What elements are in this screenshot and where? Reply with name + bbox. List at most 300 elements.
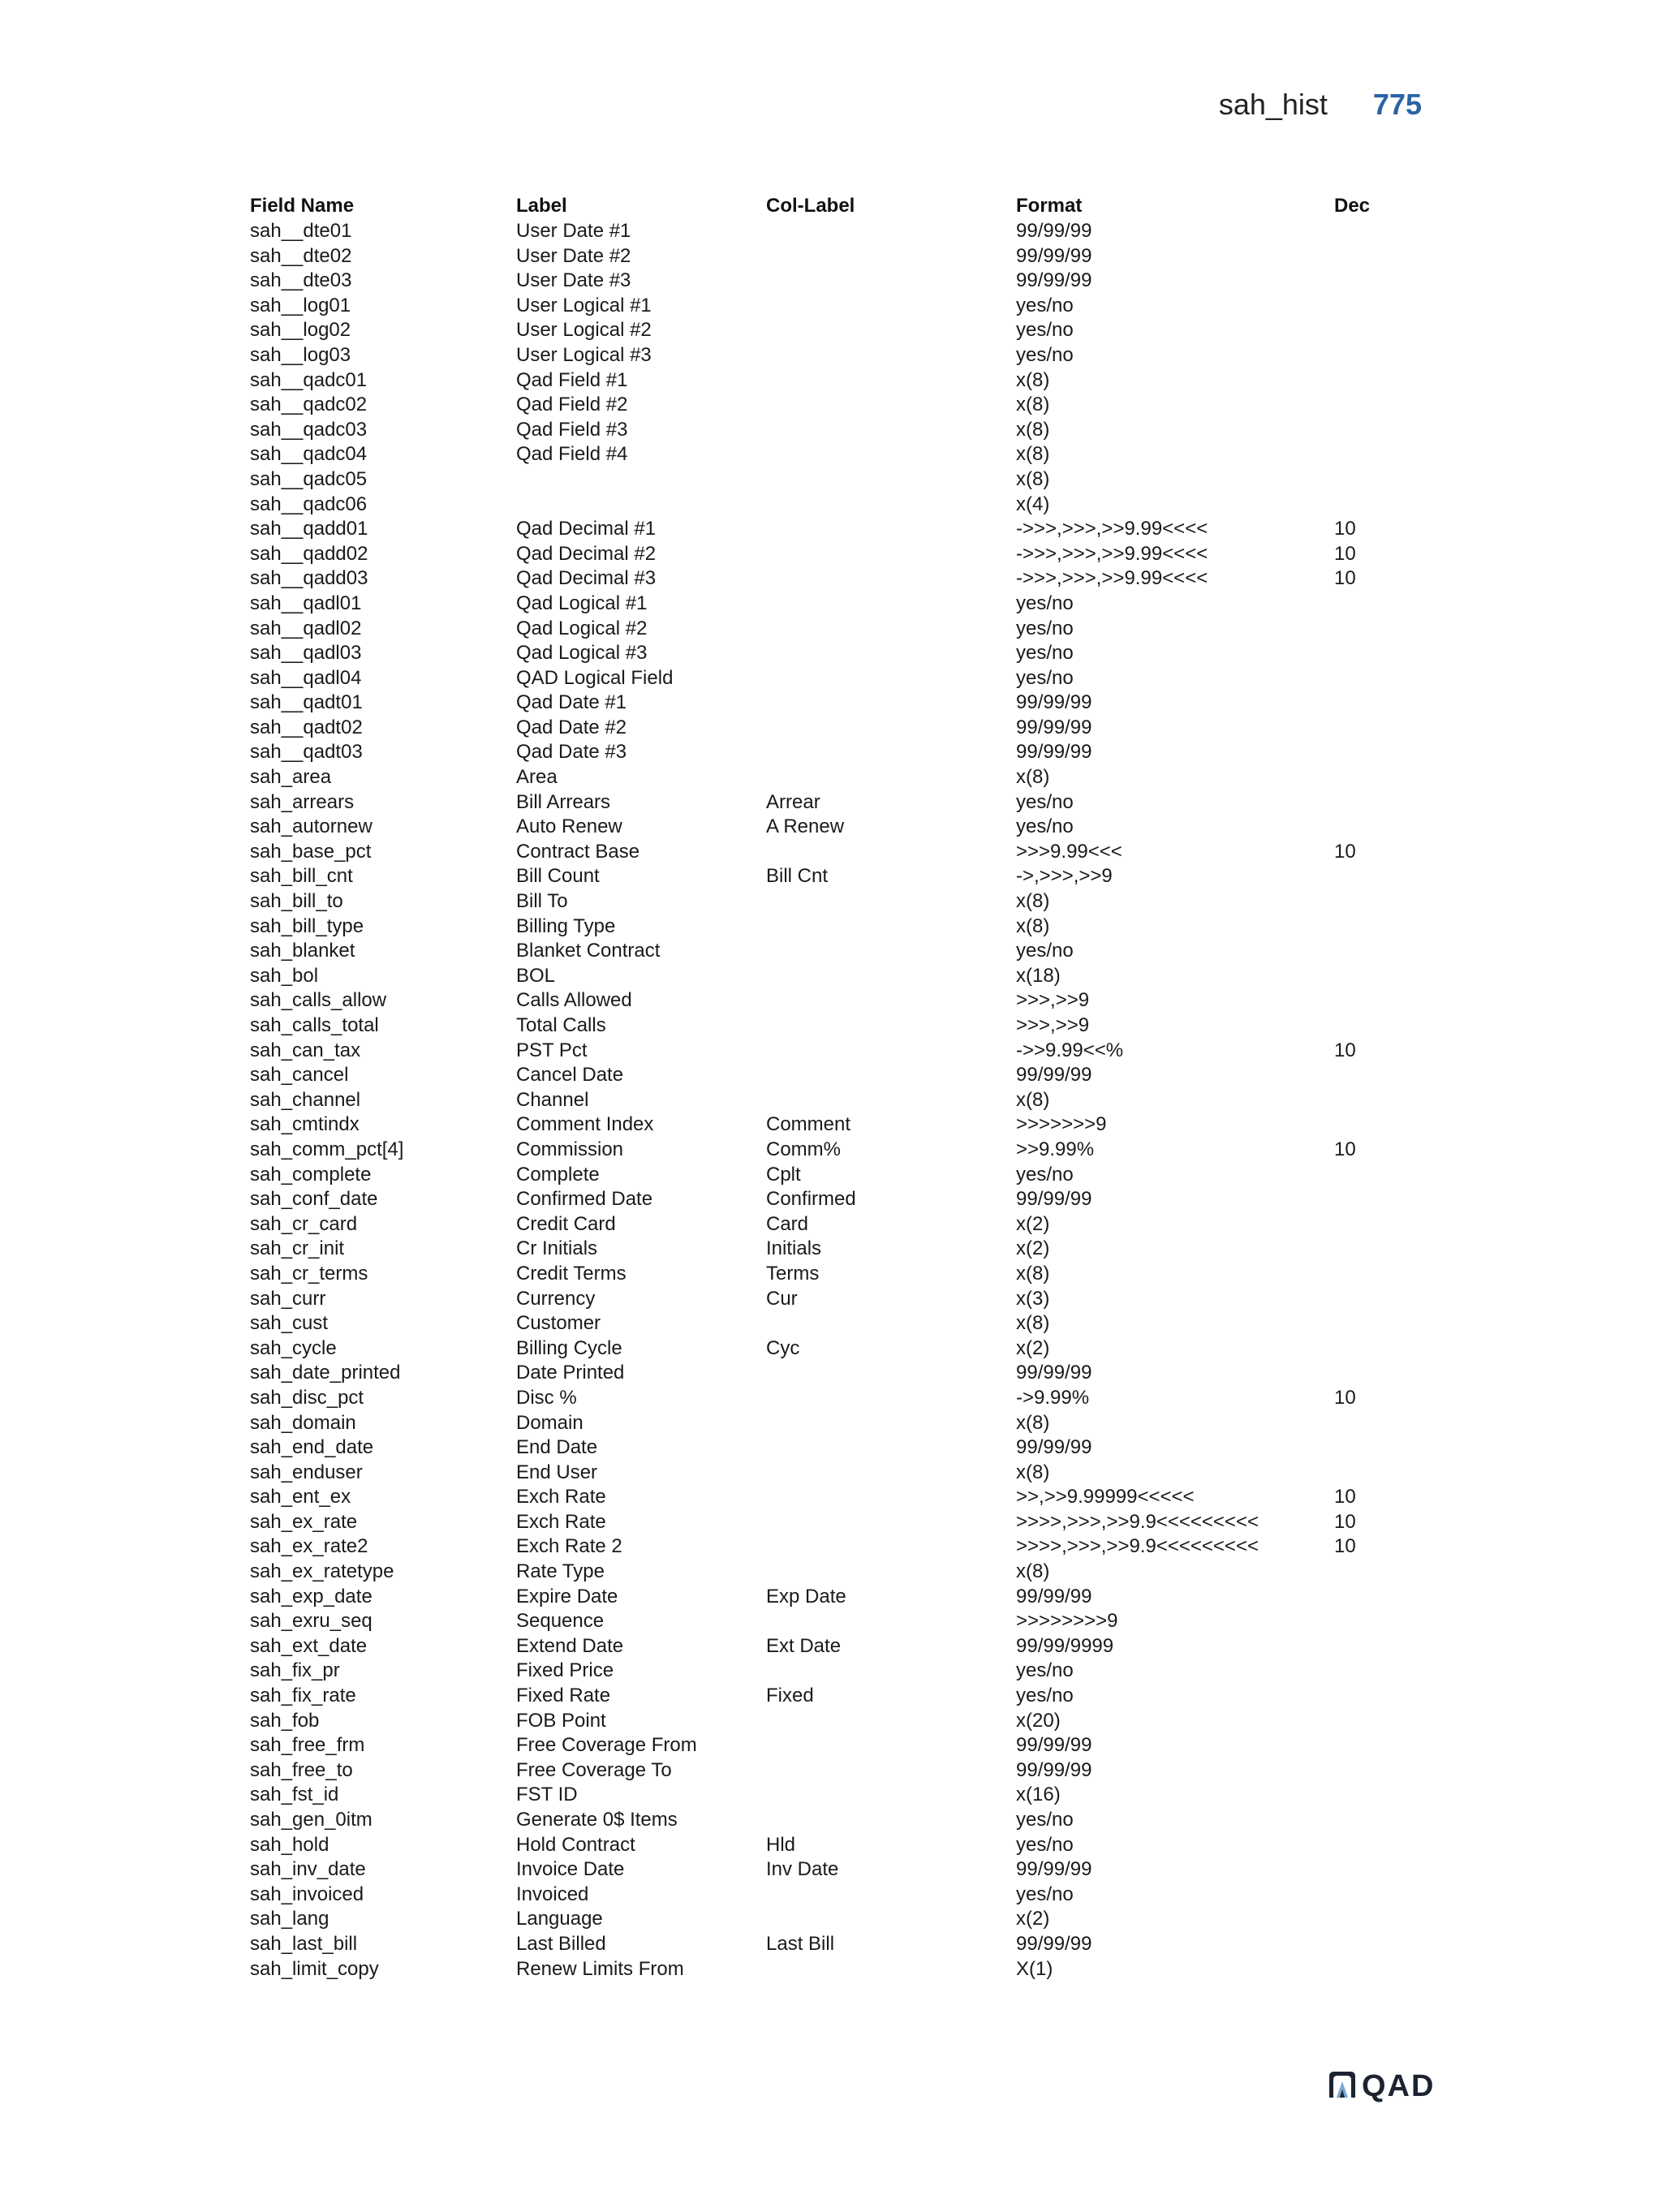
label-cell: Exch Rate (516, 1510, 606, 1533)
label-cell: Invoiced (516, 1883, 589, 1905)
dec-cell: 10 (1334, 840, 1356, 863)
col-label-cell: Fixed (766, 1685, 814, 1707)
label-cell: PST Pct (516, 1039, 588, 1061)
table-row (250, 542, 1399, 567)
col-label-cell (766, 1808, 1016, 1833)
label-cell: Invoice Date (516, 1858, 625, 1881)
format-cell: >>>,>>9 (1016, 989, 1090, 1012)
table-row (250, 1833, 1399, 1858)
col-label-cell (766, 592, 1016, 617)
dec-cell (1334, 269, 1399, 294)
field-name-cell: sah_bill_to (250, 890, 343, 913)
format-cell: ->>>,>>>,>>9.99<<<< (1016, 518, 1208, 540)
table-row (250, 1709, 1399, 1734)
format-cell: x(8) (1016, 766, 1050, 789)
table-row (250, 393, 1399, 418)
field-name-cell: sah__qadd03 (250, 567, 368, 590)
label-cell: Confirmed Date (516, 1188, 653, 1211)
label-cell: Exch Rate 2 (516, 1535, 622, 1558)
dec-cell: 10 (1334, 1138, 1356, 1160)
field-name-cell: sah__qadc04 (250, 443, 368, 466)
format-cell: x(20) (1016, 1709, 1061, 1732)
label-cell: Qad Date #3 (516, 741, 627, 764)
label-cell: User Logical #3 (516, 343, 652, 366)
col-label-cell (766, 1386, 1016, 1411)
label-cell: Qad Logical #1 (516, 592, 648, 614)
format-cell: yes/no (1016, 1883, 1074, 1905)
table-row (250, 840, 1399, 865)
label-cell: Complete (516, 1163, 600, 1186)
field-name-cell: sah_cr_card (250, 1212, 358, 1235)
col-label-cell (766, 765, 1016, 790)
label-cell: Commission (516, 1138, 624, 1160)
table-row (250, 1585, 1399, 1610)
format-cell: x(18) (1016, 964, 1061, 987)
label-cell: User Logical #1 (516, 294, 652, 316)
label-cell: Free Coverage To (516, 1758, 672, 1781)
format-cell: yes/no (1016, 666, 1074, 689)
field-name-cell: sah_last_bill (250, 1932, 358, 1955)
field-name-cell: sah_arrears (250, 790, 355, 813)
table-name-title: sah_hist (1218, 88, 1328, 121)
format-cell: x(8) (1016, 890, 1050, 913)
dec-cell (1334, 939, 1399, 964)
format-cell: >>>>>>>>9 (1016, 1610, 1118, 1633)
table-row (250, 219, 1399, 244)
col-label-cell (766, 219, 1016, 244)
table-row (250, 1187, 1399, 1212)
table-row (250, 988, 1399, 1013)
table-row (250, 815, 1399, 840)
table-row (250, 1336, 1399, 1362)
format-cell: >>>>,>>>,>>9.9<<<<<<<<< (1016, 1510, 1259, 1533)
col-label-cell (766, 840, 1016, 865)
column-header-col-label: Col-Label (766, 194, 855, 217)
table-row (250, 765, 1399, 790)
label-cell: User Date #2 (516, 244, 631, 267)
col-label-cell (766, 641, 1016, 666)
col-label-cell (766, 1758, 1016, 1784)
field-name-cell: sah_cust (250, 1312, 329, 1335)
field-name-cell: sah_exp_date (250, 1585, 372, 1607)
format-cell: x(2) (1016, 1336, 1050, 1359)
format-cell: yes/no (1016, 1659, 1074, 1682)
dec-cell (1334, 467, 1399, 493)
col-label-cell (766, 1709, 1016, 1734)
format-cell: yes/no (1016, 343, 1074, 366)
field-name-cell: sah__qadd02 (250, 542, 368, 565)
dec-cell (1334, 1857, 1399, 1883)
table-row (250, 1783, 1399, 1808)
format-cell: x(8) (1016, 1461, 1050, 1483)
column-header-label: Label (516, 194, 567, 217)
dec-cell (1334, 1411, 1399, 1436)
col-label-cell (766, 1311, 1016, 1336)
field-name-cell: sah__log03 (250, 343, 351, 366)
dec-cell (1334, 790, 1399, 816)
format-cell: ->9.99% (1016, 1386, 1090, 1409)
label-cell: Qad Logical #2 (516, 617, 648, 639)
field-name-cell: sah_fix_rate (250, 1685, 356, 1707)
dec-cell: 10 (1334, 567, 1356, 590)
field-name-cell: sah__qadd01 (250, 518, 368, 540)
label-cell: Expire Date (516, 1585, 618, 1607)
dec-cell (1334, 1287, 1399, 1312)
format-cell: >>>9.99<<< (1016, 840, 1122, 863)
label-cell: User Logical #2 (516, 319, 652, 342)
field-name-cell: sah_bol (250, 964, 319, 987)
field-name-cell: sah__qadl01 (250, 592, 362, 614)
col-label-cell (766, 1907, 1016, 1932)
format-cell: ->,>>>,>>9 (1016, 865, 1113, 888)
field-name-cell: sah_comm_pct[4] (250, 1138, 404, 1160)
field-name-cell: sah_free_frm (250, 1734, 365, 1757)
page-number: 775 (1372, 88, 1422, 121)
format-cell: x(8) (1016, 1312, 1050, 1335)
col-label-cell (766, 914, 1016, 940)
col-label-cell (766, 393, 1016, 418)
label-cell: Qad Field #2 (516, 394, 628, 416)
label-cell: End Date (516, 1436, 598, 1459)
dec-cell (1334, 740, 1399, 765)
format-cell: >>>,>>9 (1016, 1014, 1090, 1036)
format-cell: yes/no (1016, 642, 1074, 665)
field-name-cell: sah_fob (250, 1709, 320, 1732)
label-cell: Currency (516, 1287, 596, 1310)
label-cell: BOL (516, 964, 556, 987)
col-label-cell (766, 1435, 1016, 1461)
format-cell: 99/99/99 (1016, 741, 1092, 764)
dec-cell (1334, 641, 1399, 666)
format-cell: ->>>,>>>,>>9.99<<<< (1016, 542, 1208, 565)
field-name-cell: sah_limit_copy (250, 1957, 379, 1980)
label-cell: Last Billed (516, 1932, 606, 1955)
col-label-cell (766, 1088, 1016, 1113)
dec-cell (1334, 1609, 1399, 1634)
dec-cell (1334, 244, 1399, 269)
label-cell: Comment Index (516, 1113, 654, 1136)
field-name-cell: sah_ent_ex (250, 1486, 351, 1508)
field-name-cell: sah_bill_cnt (250, 865, 353, 888)
format-cell: yes/no (1016, 1809, 1074, 1831)
label-cell: Bill Count (516, 865, 600, 888)
table-row (250, 244, 1399, 269)
format-cell: x(8) (1016, 368, 1050, 391)
field-name-cell: sah__qadt03 (250, 741, 363, 764)
field-name-cell: sah__qadc03 (250, 418, 368, 441)
col-label-cell (766, 1659, 1016, 1684)
col-label-cell (766, 318, 1016, 343)
col-label-cell (766, 1510, 1016, 1535)
col-label-cell (766, 1560, 1016, 1585)
table-row (250, 1386, 1399, 1411)
table-row (250, 964, 1399, 989)
format-cell: yes/no (1016, 1685, 1074, 1707)
col-label-cell (766, 566, 1016, 592)
field-name-cell: sah_cycle (250, 1336, 337, 1359)
col-label-cell: Exp Date (766, 1585, 846, 1607)
dec-cell (1334, 294, 1399, 319)
table-row (250, 666, 1399, 691)
label-cell: Qad Decimal #1 (516, 518, 657, 540)
label-cell (516, 467, 766, 493)
label-cell: Cr Initials (516, 1237, 598, 1260)
format-cell: x(16) (1016, 1784, 1061, 1806)
column-header-field-name: Field Name (250, 194, 355, 217)
dec-cell (1334, 1063, 1399, 1088)
format-cell: ->>9.99<<% (1016, 1039, 1124, 1061)
table-row (250, 1808, 1399, 1833)
qad-logo-text: QAD (1362, 2069, 1436, 2103)
table-row (250, 1411, 1399, 1436)
format-cell: yes/no (1016, 790, 1074, 813)
table-row (250, 1311, 1399, 1336)
label-cell: QAD Logical Field (516, 666, 674, 689)
table-row (250, 1659, 1399, 1684)
field-name-cell: sah_cmtindx (250, 1113, 360, 1136)
label-cell: Qad Decimal #3 (516, 567, 657, 590)
table-row (250, 368, 1399, 394)
col-label-cell (766, 1411, 1016, 1436)
col-label-cell (766, 1485, 1016, 1510)
col-label-cell (766, 442, 1016, 467)
col-label-cell (766, 889, 1016, 914)
label-cell: Sequence (516, 1610, 605, 1633)
label-cell: Calls Allowed (516, 989, 632, 1012)
dec-cell (1334, 1262, 1399, 1287)
col-label-cell (766, 244, 1016, 269)
format-cell: 99/99/99 (1016, 1734, 1092, 1757)
field-name-cell: sah_enduser (250, 1461, 363, 1483)
field-name-cell: sah_bill_type (250, 914, 364, 937)
col-label-cell: Card (766, 1212, 809, 1235)
dec-cell: 10 (1334, 518, 1356, 540)
table-row (250, 617, 1399, 642)
field-name-cell: sah__qadl03 (250, 642, 362, 665)
col-label-cell: Arrear (766, 790, 820, 813)
dec-cell (1334, 1112, 1399, 1138)
dec-cell (1334, 815, 1399, 840)
label-cell: Bill To (516, 890, 568, 913)
table-row (250, 1262, 1399, 1287)
field-name-cell: sah__qadt02 (250, 716, 363, 738)
col-label-cell (766, 269, 1016, 294)
field-name-cell: sah_free_to (250, 1758, 353, 1781)
col-label-cell: Terms (766, 1262, 820, 1285)
label-cell: Qad Date #2 (516, 716, 627, 738)
format-cell: x(4) (1016, 493, 1050, 515)
table-row (250, 1932, 1399, 1957)
format-cell: 99/99/99 (1016, 1585, 1092, 1607)
dec-cell (1334, 1361, 1399, 1386)
field-name-cell: sah_base_pct (250, 840, 372, 863)
dec-cell (1334, 393, 1399, 418)
format-cell: 99/99/99 (1016, 244, 1092, 267)
table-row (250, 1237, 1399, 1262)
dec-cell (1334, 964, 1399, 989)
qad-logo (1326, 2069, 1435, 2104)
field-name-cell: sah__qadc02 (250, 394, 368, 416)
table-row (250, 318, 1399, 343)
format-cell: yes/no (1016, 294, 1074, 316)
label-cell: Channel (516, 1088, 589, 1111)
table-row (250, 566, 1399, 592)
col-label-cell (766, 1957, 1016, 1982)
field-name-cell: sah__qadl04 (250, 666, 362, 689)
format-cell: yes/no (1016, 816, 1074, 838)
dec-cell (1334, 1932, 1399, 1957)
dec-cell (1334, 1883, 1399, 1908)
page-header (1219, 88, 1422, 122)
table-row (250, 1758, 1399, 1784)
col-label-cell (766, 716, 1016, 741)
label-cell: FOB Point (516, 1709, 606, 1732)
format-cell: 99/99/99 (1016, 1858, 1092, 1881)
label-cell: Qad Date #1 (516, 691, 627, 714)
field-name-cell: sah_gen_0itm (250, 1809, 372, 1831)
format-cell: >>,>>9.99999<<<<< (1016, 1486, 1195, 1508)
format-cell: x(3) (1016, 1287, 1050, 1310)
table-row (250, 1907, 1399, 1932)
dec-cell (1334, 1435, 1399, 1461)
dec-cell (1334, 318, 1399, 343)
dec-cell (1334, 1659, 1399, 1684)
field-name-cell: sah_cr_init (250, 1237, 345, 1260)
label-cell: Billing Type (516, 914, 616, 937)
table-row (250, 1534, 1399, 1560)
col-label-cell (766, 1461, 1016, 1486)
col-label-cell: Hld (766, 1833, 796, 1856)
dec-cell (1334, 592, 1399, 617)
label-cell: Total Calls (516, 1014, 606, 1036)
dec-cell (1334, 988, 1399, 1013)
col-label-cell: Bill Cnt (766, 865, 829, 888)
field-name-cell: sah_blanket (250, 940, 355, 962)
field-name-cell: sah__dte01 (250, 220, 352, 242)
field-name-cell: sah__qadc05 (250, 467, 368, 490)
table-row (250, 790, 1399, 816)
table-row (250, 517, 1399, 542)
col-label-cell: A Renew (766, 816, 845, 838)
table-row (250, 1634, 1399, 1659)
dec-cell (1334, 1634, 1399, 1659)
col-label-cell: Ext Date (766, 1634, 842, 1657)
dec-cell: 10 (1334, 1039, 1356, 1061)
col-label-cell (766, 1733, 1016, 1758)
field-name-cell: sah__dte02 (250, 244, 352, 267)
format-cell: 99/99/99 (1016, 1188, 1092, 1211)
label-cell: Contract Base (516, 840, 640, 863)
col-label-cell (766, 666, 1016, 691)
format-cell: 99/99/9999 (1016, 1634, 1114, 1657)
col-label-cell: Cyc (766, 1336, 800, 1359)
label-cell: Customer (516, 1312, 601, 1335)
table-row (250, 1039, 1399, 1064)
format-cell: x(8) (1016, 467, 1050, 490)
label-cell: Hold Contract (516, 1833, 635, 1856)
format-cell: 99/99/99 (1016, 691, 1092, 714)
label-cell: Qad Field #3 (516, 418, 628, 441)
field-name-cell: sah__log02 (250, 319, 351, 342)
format-cell: >>9.99% (1016, 1138, 1095, 1160)
dec-cell: 10 (1334, 1486, 1356, 1508)
table-row (250, 914, 1399, 940)
table-row (250, 1088, 1399, 1113)
label-cell: FST ID (516, 1784, 578, 1806)
col-label-cell (766, 1013, 1016, 1039)
table-row (250, 939, 1399, 964)
col-label-cell (766, 1883, 1016, 1908)
col-label-cell: Last Bill (766, 1932, 835, 1955)
table-row (250, 1485, 1399, 1510)
table-row (250, 294, 1399, 319)
field-name-cell: sah_area (250, 766, 332, 789)
field-name-cell: sah__dte03 (250, 269, 352, 292)
field-name-cell: sah_can_tax (250, 1039, 361, 1061)
col-label-cell (766, 368, 1016, 394)
field-table (250, 193, 1399, 1982)
column-header-dec: Dec (1334, 194, 1371, 217)
field-name-cell: sah__log01 (250, 294, 351, 316)
col-label-cell (766, 1783, 1016, 1808)
table-row (250, 1063, 1399, 1088)
col-label-cell (766, 294, 1016, 319)
format-cell: >>>>>>>9 (1016, 1113, 1107, 1136)
format-cell: X(1) (1016, 1957, 1053, 1980)
dec-cell (1334, 1163, 1399, 1188)
label-cell: Blanket Contract (516, 940, 661, 962)
table-row (250, 1212, 1399, 1237)
table-row (250, 1361, 1399, 1386)
field-name-cell: sah_end_date (250, 1436, 374, 1459)
table-row (250, 1733, 1399, 1758)
qad-logo-icon (1326, 2070, 1358, 2103)
dec-cell (1334, 1684, 1399, 1709)
table-row (250, 641, 1399, 666)
table-row (250, 691, 1399, 716)
table-row (250, 418, 1399, 443)
col-label-cell (766, 1361, 1016, 1386)
format-cell: yes/no (1016, 617, 1074, 639)
format-cell: x(8) (1016, 443, 1050, 466)
col-label-cell: Cur (766, 1287, 798, 1310)
dec-cell: 10 (1334, 1386, 1356, 1409)
dec-cell (1334, 1957, 1399, 1982)
label-cell: Exch Rate (516, 1486, 606, 1508)
col-label-cell: Initials (766, 1237, 822, 1260)
label-cell: Bill Arrears (516, 790, 611, 813)
dec-cell (1334, 1311, 1399, 1336)
col-label-cell: Cplt (766, 1163, 801, 1186)
label-cell: User Date #1 (516, 220, 631, 242)
field-name-cell: sah_cancel (250, 1064, 349, 1087)
col-label-cell: Inv Date (766, 1858, 839, 1881)
table-row (250, 740, 1399, 765)
field-name-cell: sah_lang (250, 1908, 329, 1930)
col-label-cell (766, 617, 1016, 642)
label-cell: Domain (516, 1411, 583, 1434)
table-header-row (250, 193, 1399, 219)
label-cell: Language (516, 1908, 603, 1930)
dec-cell (1334, 1907, 1399, 1932)
table-row (250, 343, 1399, 368)
label-cell: Renew Limits From (516, 1957, 684, 1980)
field-name-cell: sah_hold (250, 1833, 329, 1856)
table-row (250, 269, 1399, 294)
label-cell: Qad Decimal #2 (516, 542, 657, 565)
field-name-cell: sah__qadl02 (250, 617, 362, 639)
format-cell: yes/no (1016, 1833, 1074, 1856)
